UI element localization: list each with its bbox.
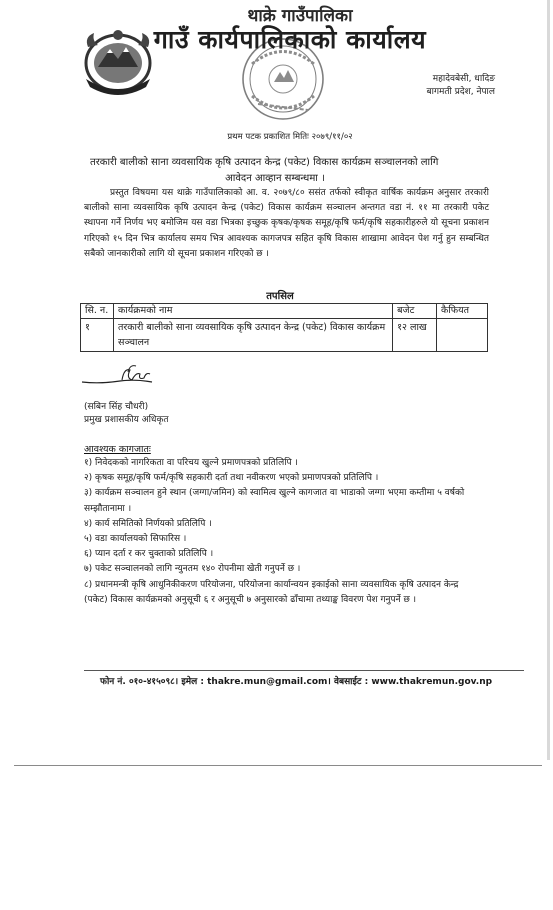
cell-program: तरकारी बालीको साना व्यवसायिक कृषि उत्पादन केन्द्र (पकेट) विकास कार्यक्रम सञ्चालन (113, 319, 392, 352)
publication-date: प्रथम पटक प्रकाशित मितिः २०७९/११/०२ (227, 132, 353, 142)
subject-line-2: आवेदन आव्हान सम्बन्धमा । (225, 173, 325, 184)
address-line-1: महादेवबेसी, धादिङ (432, 74, 495, 84)
cell-serial: १ (81, 319, 114, 352)
list-item: १) निवेदकको नागरिकता वा परिचय खुल्ने प्रमाणपत्रको प्रतिलिपि । (84, 458, 298, 468)
program-table (80, 303, 488, 352)
notice-body-text: प्रस्तुत विषयमा यस थाक्रे गाउँपालिकाको आ. व. २०७९/८० ससंत तर्फको स्वीकृत वार्षिक कार्यक्रम अनुसार तरकारी बालीको साना व्यवसायिक कृषि उत्पादन केन्द्र (पकेट) विकास कार्यक्रम सञ्चालन अन्तगत वडा नं. ११ मा तरकारी पकेट स्थापना गर्ने निर्णय भए बमोजिम यस वडा भित्रका इच्छुक कृषक/कृषक समूह/कृषि फर्म/कृषि सहकारीहरुले यो सूचना प्रकाशन गरिएको १५ दिन भित्र कार्यालय समय भित्र आवश्यक कागजपत्र सहित कृषि विकास शाखामा आवेदन पेश गर्नु हुन सम्बन्धित सबैको जानकारीको लागि यो सूचना प्रकाशन गरिएको छ । (84, 188, 489, 259)
contact-footer: फोन नं. ०१०-४१५०९८। इमेल : thakre.mun@gmail.com। वेबसाईट : www.thakremun.gov.np (100, 677, 493, 687)
page-bottom-rule (14, 765, 542, 766)
list-item: ३) कार्यक्रम सञ्चालन हुने स्थान (जग्गा/जमिन) को स्वामित्व खुल्ने कागजात वा भाडाको जग्गा भएमा कम्तीमा ५ वर्षको सम्झौतानामा । (84, 488, 465, 514)
list-item: २) कृषक समूह/कृषि फर्म/कृषि सहकारी दर्ता तथा नवीकरण भएको प्रमाणपत्रको प्रतिलिपि । (84, 473, 379, 484)
header-remarks: कैफियत (437, 304, 488, 319)
subject-line-1: तरकारी बालीको साना व्यवसायिक कृषि उत्पादन केन्द्र (पकेट) विकास कार्यक्रम सञ्चालनको लागि (90, 157, 439, 168)
signatory-title: प्रमुख प्रशासकीय अधिकृत (84, 415, 169, 425)
office-name: गाउँ कार्यपालिकाको कार्यालय (153, 25, 427, 54)
list-item: ८) प्रधानमन्त्री कृषि आधुनिकीकरण परियोजना, परियोजना कार्यान्वयन इकाईको साना व्यवसायिक कृषि उत्पादन केन्द्र (पकेट) विकास कार्यक्रमको अनुसूची ६ र अनुसूची ७ अनुसारको ढाँचामा तथ्याङ्क विवरण पेश गनुपर्ने छ । (84, 579, 459, 605)
address-line-2: बागमती प्रदेश, नेपाल (426, 87, 495, 97)
page-edge-shadow (547, 0, 550, 760)
table-row (81, 319, 488, 352)
list-item: ६) प्यान दर्ता र कर चुक्ताको प्रतिलिपि । (84, 549, 214, 560)
cell-remarks (437, 319, 488, 352)
list-item: ४) कार्य समितिको निर्णयको प्रतिलिपि । (84, 518, 212, 529)
required-documents-heading: आवश्यक कागजातः (84, 444, 151, 455)
footer-divider (84, 670, 524, 671)
header-budget: बजेट (393, 304, 437, 319)
table-title: तपसिल (266, 291, 294, 302)
list-item: ५) वडा कार्यालयको सिफारिस । (84, 534, 187, 545)
header-program: कार्यक्रमको नाम (113, 304, 392, 319)
required-documents-list (84, 456, 484, 608)
signatory-name: (सबिन सिंह चौधरी) (84, 402, 149, 412)
handwritten-signature (80, 360, 155, 395)
table-header-row (81, 304, 488, 319)
notice-body (84, 186, 489, 262)
municipality-name: थाक्रे गाउँपालिका (247, 6, 353, 26)
header-serial: सि. न. (81, 304, 114, 319)
cell-budget: १२ लाख (393, 319, 437, 352)
list-item: ७) पकेट सञ्चालनको लागि न्युनतम १४० रोपनीमा खेती गनुपर्ने छ । (84, 564, 301, 575)
notice-subject (90, 155, 500, 187)
